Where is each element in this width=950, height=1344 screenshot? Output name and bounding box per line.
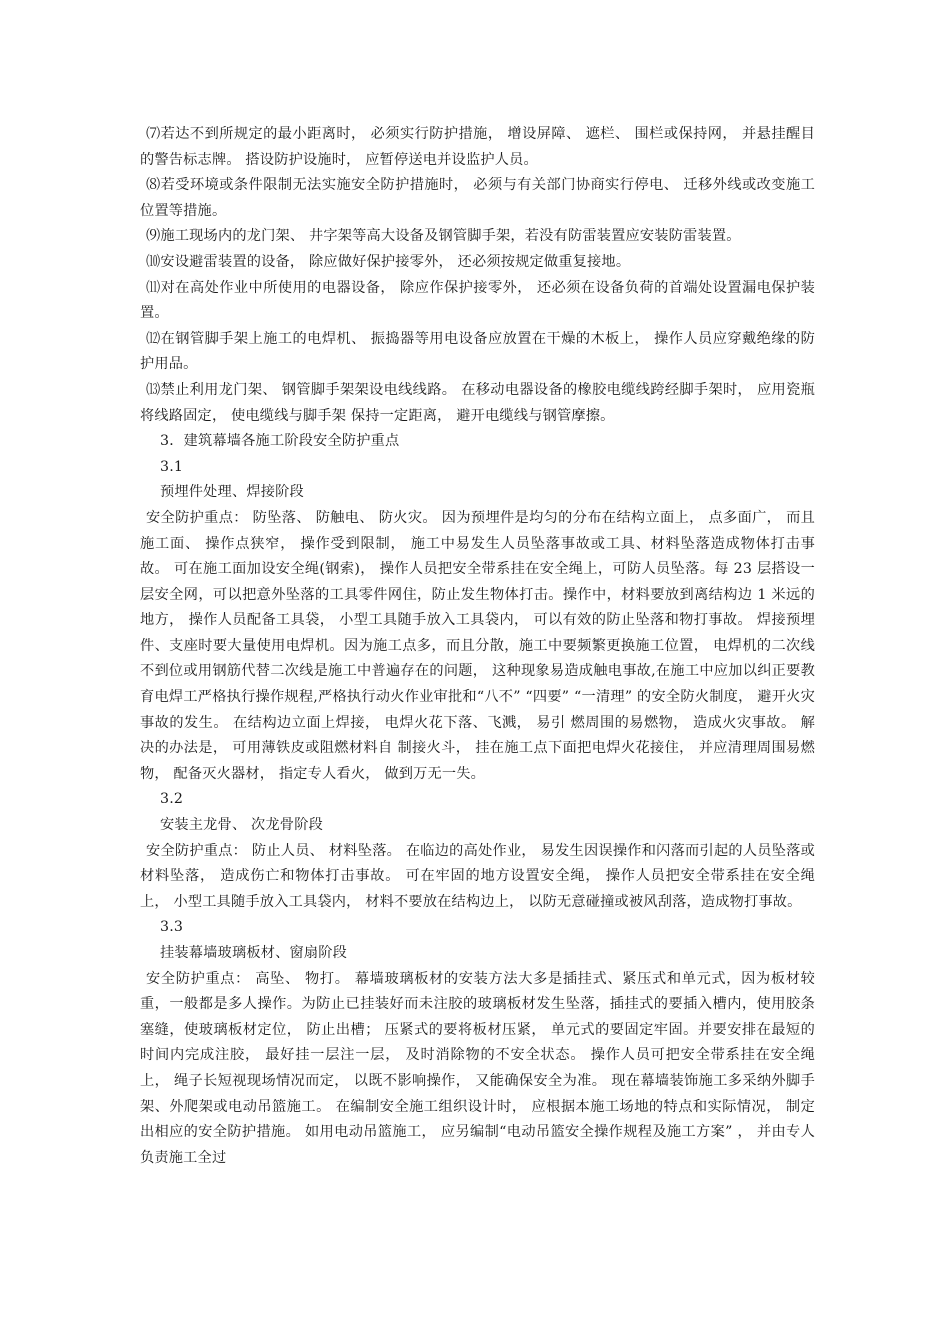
document-body [140, 122, 815, 1171]
paragraph-item-13: ⒀禁止利用龙门架、 钢管脚手架架设电线线路。 在移动电器设备的橡胶电缆线跨经脚手架时， 应用瓷瓶将线路固定， 使电缆线与脚手架 保持一定距离， 避开电缆线与钢管摩擦。 [140, 381, 815, 424]
subsection-title-3-1: 预埋件处理、焊接阶段 [160, 484, 304, 501]
section-heading-3: 3．建筑幕墙各施工阶段安全防护重点 [160, 433, 400, 450]
subsection-body-3-3: 安全防护重点： 高坠、 物打。 幕墙玻璃板材的安装方法大多是插挂式、紧压式和单元式，因为板材较重，一般都是多人操作。为防止已挂装好而未注胶的玻璃板材发生坠落，插挂式的要插入槽内，使用胶条塞缝，使玻璃板材定位， 防止出槽； 压紧式的要将板材压紧， 单元式的要固定牢固。并要安排在最短的时间内完成注胶， 最好挂一层注一层， 及时消除物的不安全状态。 操作人员可把安全带系挂在安全绳上， 绳子长短视现场情况而定， 以既不影响操作， 又能确保安全为准。 现在幕墙装饰施工多采纳外脚手架、外爬架或电动吊篮施工。 在编制安全施工组织设计时， 应根据本施工场地的特点和实际情况， 制定出相应的安全防护措施。 如用电动吊篮施工， 应另编制“电动吊篮安全操作规程及施工方案” ， 并由专人负责施工全过 [140, 970, 815, 1166]
subsection-number-3-2: 3.2 [160, 791, 184, 808]
subsection-body-3-2: 安全防护重点： 防止人员、 材料坠落。 在临边的高处作业， 易发生因误操作和闪落而引起的人员坠落或材料坠落， 造成伤亡和物体打击事故。 可在牢固的地方设置安全绳， 操作人员把安全带系挂在安全绳上， 小型工具随手放入工具袋内， 材料不要放在结构边上， 以防无意碰撞或被风刮落，造成物打事故。 [140, 842, 815, 910]
paragraph-item-8: ⑻若受环境或条件限制无法实施安全防护措施时， 必须与有关部门协商实行停电、 迁移外线或改变施工位置等措施。 [140, 177, 815, 219]
paragraph-item-7: ⑺若达不到所规定的最小距离时， 必须实行防护措施， 增设屏障、 遮栏、 围栏或保持网， 并悬挂醒目 的警告标志牌。 搭设防护设施时， 应暂停送电并设监护人员。 [140, 126, 815, 168]
subsection-body-3-1: 安全防护重点： 防坠落、 防触电、 防火灾。 因为预埋件是均匀的分布在结构立面上， 点多面广， 而且施工面、 操作点狭窄， 操作受到限制， 施工中易发生人员坠落事故或工具、材料坠落造成物体打击事故。 可在施工面加设安全绳(钢索)， 操作人员把安全带系挂在安全绳上，可防人员坠落。每 23 层搭设一层安全网，可以把意外坠落的工具零件网住，防止发生物体打击。操作中，材料要放到离结构边 1 米远的地方， 操作人员配备工具袋， 小型工具随手放入工具袋内， 可以有效的防止坠落和物打事故。 焊接预埋件、支座时要大量使用电焊机。因为施工点多，而且分散，施工中要频繁更换施工位置， 电焊机的二次线不到位或用钢筋代替二次线是施工中普遍存在的问题， 这种现象易造成触电事故,在施工中应加以纠正要教育电焊工严格执行操作规程,严格执行动火作业审批和“八不” “四要” “一清理” 的安全防火制度， 避开火灾事故的发生。 在结构边立面上焊接， 电焊火花下落、飞溅， 易引 燃周围的易燃物， 造成火灾事故。 解决的办法是， 可用薄铁皮或阻燃材料自 制接火斗， 挂在施工点下面把电焊火花接住， 并应清理周围易燃物， 配备灭火器材， 指定专人看火， 做到万无一失。 [140, 509, 815, 782]
paragraph-item-12: ⑿在钢管脚手架上施工的电焊机、 振捣器等用电设备应放置在干燥的木板上， 操作人员应穿戴绝缘的防护用品。 [140, 330, 815, 373]
subsection-title-3-2: 安装主龙骨、 次龙骨阶段 [160, 817, 323, 834]
paragraph-item-9: ⑼施工现场内的龙门架、 井字架等高大设备及钢管脚手架，若没有防雷装置应安装防雷装置。 [146, 228, 741, 245]
subsection-title-3-3: 挂装幕墙玻璃板材、窗扇阶段 [160, 945, 348, 961]
subsection-number-3-3: 3.3 [160, 919, 184, 936]
paragraph-item-11: ⑾对在高处作业中所使用的电器设备， 除应作保护接零外， 还必须在设备负荷的首端处设置漏电保护装置。 [140, 279, 815, 322]
paragraph-item-10: ⑽安设避雷装置的设备， 除应做好保护接零外， 还必须按规定做重复接地。 [146, 253, 631, 270]
subsection-number-3-1: 3.1 [160, 458, 184, 475]
